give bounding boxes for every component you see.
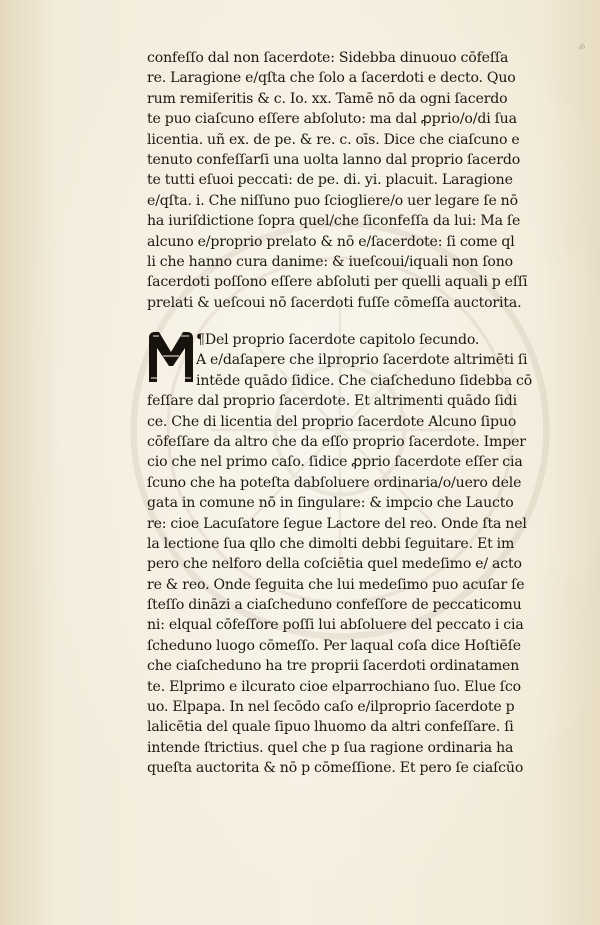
text-line: te puo ciaſcuno eſſere abſoluto: ma dal ꝓprio/o/di ſua — [147, 111, 517, 128]
text-line: re: cioe Lacuſatore ſegue Lactore del reo. Onde ſta nel — [147, 515, 527, 532]
text-line: cio che nel primo caſo. ſidice ꝓprio ſacerdote eſſer cia — [147, 454, 523, 471]
text-line: rum remiſeritis & c. Io. xx. Tamē nō da ogni ſacerdo — [147, 90, 508, 107]
text-line: intende ſtrictius. quel che p ſua ragione ordinaria ha — [147, 739, 514, 756]
text-line: e/qſta. i. Che niſſuno puo ſciogliere/o uer legare ſe nō — [147, 192, 518, 209]
text-line: cōfeſſare da altro che da eſſo proprio ſacerdote. Imper — [147, 433, 526, 450]
text-line: ſcuno che ha poteſta dabſoluere ordinaria/o/uero dele — [147, 474, 522, 491]
paragraph-1 — [147, 48, 571, 313]
text-line: ha iuriſdictione ſopra quel/che ſiconfeſſa da lui: Ma ſe — [147, 213, 521, 230]
text-line: ſcheduno luogo cōmeſſo. Per laqual coſa dice Hoſtiēſe — [147, 637, 521, 654]
text-line: uo. Elpapa. In nel ſecōdo caſo e/ilproprio ſacerdote p — [147, 699, 515, 716]
chapter-heading: ¶Del proprio ſacerdote capitolo ſecundo. — [196, 332, 480, 348]
text-line: che ciaſcheduno ha tre proprii ſacerdoti ordinatamen — [147, 658, 520, 675]
text-line: lalicētia del quale ſipuo lhuomo da altri confeſſare. ſi — [147, 719, 514, 736]
margin-mark: ॐ — [578, 43, 586, 52]
text-line: ſacerdoti poſſono eſſere abſoluti per quelli aquali p eſſī — [147, 274, 528, 291]
text-line: la lectione ſua qllo che dimolti debbi ſeguitare. Et im — [147, 535, 515, 552]
decorated-initial-m-icon — [147, 330, 195, 384]
text-line: ni: elqual cōfeſſore poſſi lui abſoluere del peccato i cia — [147, 617, 524, 634]
chapter-section — [147, 330, 571, 779]
text-line: gata in comune nō in ſingulare: & impcio che Laucto — [147, 495, 514, 512]
text-line: confeſſo dal non ſacerdote: Sidebba dinuouo cōfeſſa — [147, 50, 509, 66]
text-line: alcuno e/proprio prelato & nō e/ſacerdote: ſi come ql — [147, 233, 515, 250]
text-line: feſſare dal proprio ſacerdote. Et altrimenti quādo ſidi — [147, 393, 517, 410]
text-line: re. Laragione e/qſta che ſolo a ſacerdoti e decto. Quo — [147, 70, 516, 87]
text-line: li che hanno cura danime: & iueſcoui/iquali non ſono — [147, 253, 513, 270]
text-line: te. Elprimo e ilcurato cioe elparrochiano ſuo. Elue ſco — [147, 678, 521, 695]
text-line: pero che nelforo della coſciētia quel medeſimo e/ acto — [147, 556, 522, 573]
text-line: te tutti eſuoi peccati: de pe. di. yi. placuit. Laragione — [147, 172, 513, 189]
text-line: ſteſſo dināzi a ciaſcheduno confeſſore de peccaticomu — [147, 597, 522, 614]
text-line: re & reo. Onde ſeguita che lui medeſimo puo acuſar ſe — [147, 576, 525, 593]
text-line: intēde quādo ſidice. Che ciaſcheduno ſidebba cō — [196, 372, 533, 389]
text-line: ce. Che di licentia del proprio ſacerdote Alcuno ſipuo — [147, 413, 517, 430]
text-line: queſta auctorita & nō p cōmeſſione. Et pero ſe ciaſcūo — [147, 760, 524, 777]
text-line: A e/daſapere che ilproprio ſacerdote altrimēti ſi — [196, 352, 528, 369]
text-line: prelati & ueſcoui nō ſacerdoti fuſſe cōmeſſa auctorita. — [147, 294, 522, 311]
text-line: tenuto confeſſarſi una uolta lanno dal proprio ſacerdo — [147, 151, 521, 168]
text-line: licentia. uñ ex. de pe. & re. c. oīs. Dice che ciaſcuno e — [147, 131, 520, 148]
